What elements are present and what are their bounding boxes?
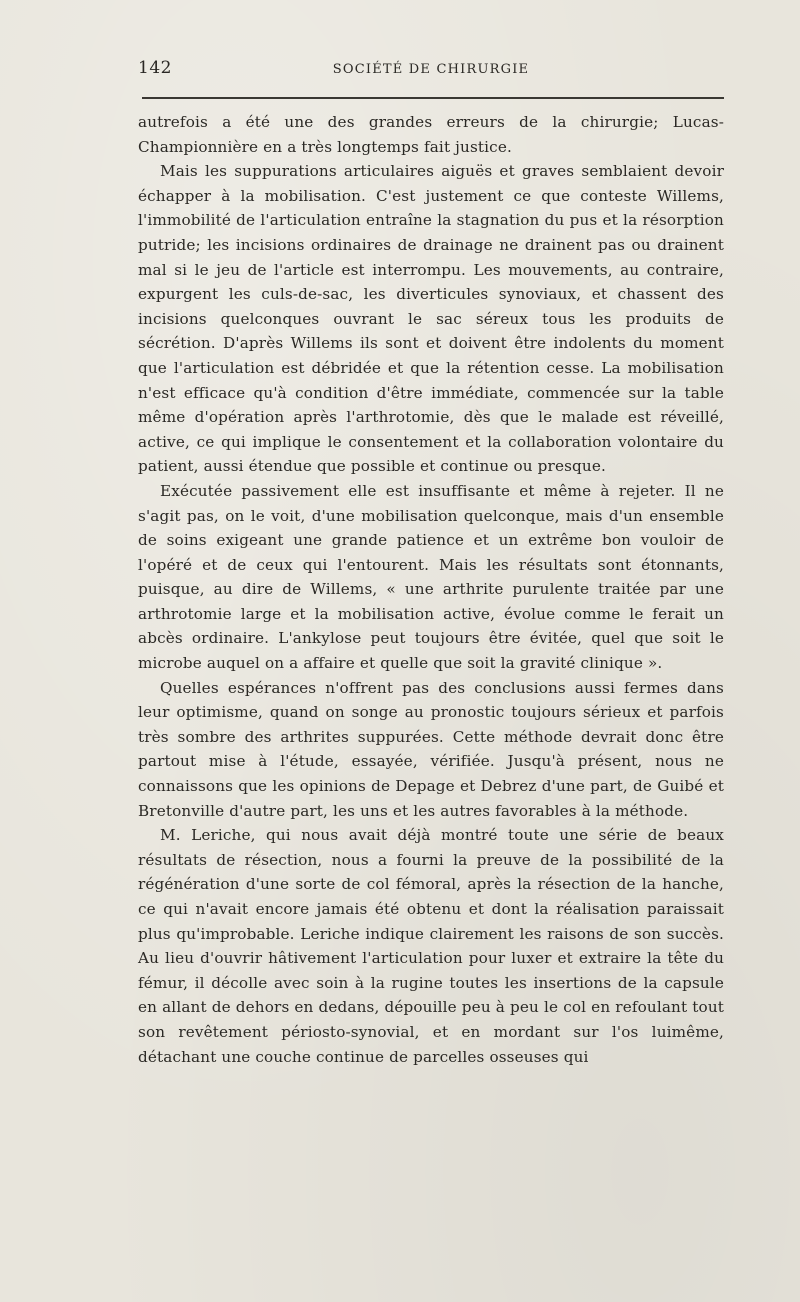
paragraph: Exécutée passivement elle est insuffisante et même à rejeter. Il ne s'agit pas, on le voit, d'une mobilisation quelconque, mais d'un ensemble de soins exigeant une grande patience et un extrême bon vouloir de l'opéré et de ceux qui l'entourent. Mais les résultats sont étonnants, puisque, au dire de Willems, « une arthrite purulente traitée par une arthrotomie large et la mobilisation active, évolue comme le ferait un abcès ordinaire. L'ankylose peut toujours être évitée, quel que soit le microbe auquel on a affaire et quelle que soit la gravité clinique ». <box>138 481 724 673</box>
running-head: SOCIÉTÉ DE CHIRURGIE <box>332 62 530 77</box>
paragraph: Mais les suppurations articulaires aiguës et graves semblaient devoir échapper à la mobilisation. C'est justement ce que conteste Willems, l'immobilité de l'articulation entraîne la stagnation du pus et la résorption putride; les incisions ordinaires de drainage ne drainent pas ou drainent mal si le jeu de l'article est interrompu. Les mouvements, au contraire, expurgent les culs-de-sac, les diverticules synoviaux, et chassent des incisions quelconques ouvrant le sac séreux tous les produits de sécrétion. D'après Willems ils sont et doivent être indolents du moment que l'articulation est débridée et que la rétention cesse. La mobilisation n'est efficace qu'à condition d'être immédiate, commencée sur la table même d'opération après l'arthrotomie, dès que le malade est réveillé, active, ce qui implique le consentement et la collaboration volontaire du patient, aussi étendue que possible et continue ou presque. <box>138 162 724 476</box>
header-rule <box>142 97 724 99</box>
body-text <box>138 110 724 1069</box>
paragraph: M. Leriche, qui nous avait déjà montré toute une série de beaux résultats de résection, nous a fourni la preuve de la possibilité de la régénération d'une sorte de col fémoral, après la résection de la hanche, ce qui n'avait encore jamais été obtenu et dont la réalisation paraissait plus qu'improbable. Leriche indique clairement les raisons de son succès. Au lieu d'ouvrir hâtivement l'articulation pour luxer et extraire la tête du fémur, il décolle avec soin à la rugine toutes les insertions de la capsule en allant de dehors en dedans, dépouille peu à peu le col en refoulant tout son revêtement périosto-synovial, et en mordant sur l'os luimême, détachant une couche continue de parcelles osseuses qui <box>138 826 724 1066</box>
page-number: 142 <box>138 58 172 78</box>
paragraph-continuation: autrefois a été une des grandes erreurs de la chirurgie; Lucas-Championnière en a très longtemps fait justice. <box>138 113 724 156</box>
page-header <box>138 58 724 84</box>
paragraph: Quelles espérances n'offrent pas des conclusions aussi fermes dans leur optimisme, quand on songe au pronostic toujours sérieux et parfois très sombre des arthrites suppurées. Cette méthode devrait donc être partout mise à l'étude, essayée, vérifiée. Jusqu'à présent, nous ne connaissons que les opinions de Depage et Debrez d'une part, de Guibé et Bretonville d'autre part, les uns et les autres favorables à la méthode. <box>138 678 724 820</box>
